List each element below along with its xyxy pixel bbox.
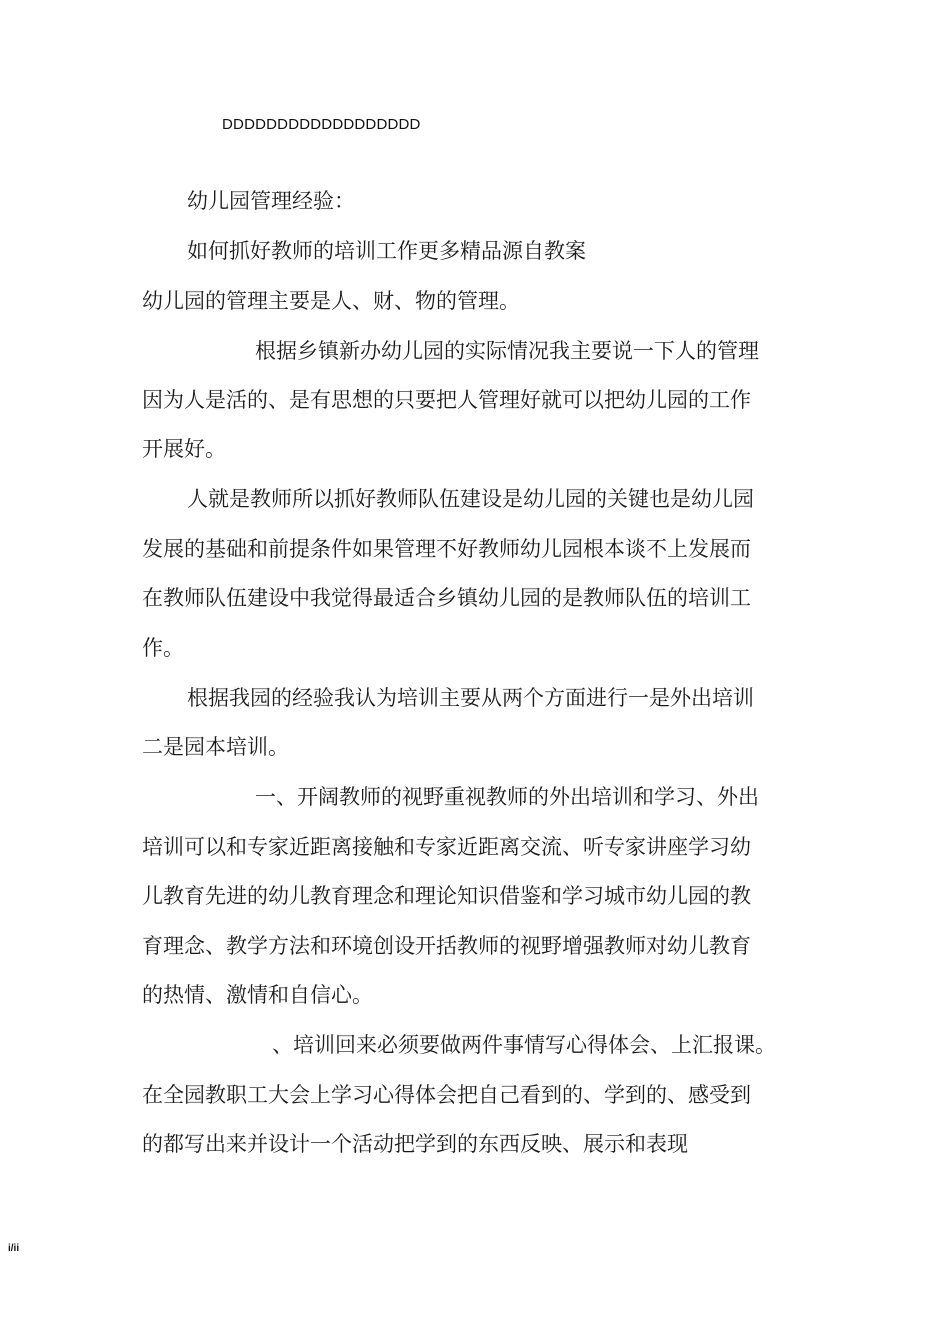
header-code: DDDDDDDDDDDDDDDDDD bbox=[222, 116, 421, 133]
doc-line-18: 、培训回来必须要做两件事情写心得体会、上汇报课。 bbox=[272, 1033, 776, 1057]
doc-line-5: 因为人是活的、是有思想的只要把人管理好就可以把幼儿园的工作 bbox=[142, 388, 751, 412]
doc-line-7: 人就是教师所以抓好教师队伍建设是幼儿园的关键也是幼儿园 bbox=[187, 487, 754, 511]
doc-line-6: 开展好。 bbox=[142, 437, 226, 461]
doc-line-16: 育理念、教学方法和环境创设开括教师的视野增强教师对幼儿教育 bbox=[142, 934, 751, 958]
doc-line-8: 发展的基础和前提条件如果管理不好教师幼儿园根本谈不上发展而 bbox=[142, 537, 751, 561]
doc-line-13: 一、开阔教师的视野重视教师的外出培训和学习、外出 bbox=[255, 785, 759, 809]
doc-line-19: 在全园教职工大会上学习心得体会把自己看到的、学到的、感受到 bbox=[142, 1083, 751, 1107]
doc-line-20: 的都写出来并设计一个活动把学到的东西反映、展示和表现 bbox=[142, 1132, 688, 1156]
doc-line-1: 幼儿园管理经验： bbox=[187, 189, 355, 213]
page-number: i/ii bbox=[8, 1243, 20, 1254]
doc-line-10: 作。 bbox=[142, 636, 184, 660]
doc-line-14: 培训可以和专家近距离接触和专家近距离交流、听专家讲座学习幼 bbox=[142, 835, 751, 859]
doc-line-2: 如何抓好教师的培训工作更多精品源自教案 bbox=[187, 239, 586, 263]
doc-line-3: 幼儿园的管理主要是人、财、物的管理。 bbox=[142, 289, 520, 313]
doc-line-12: 二是园本培训。 bbox=[142, 735, 289, 759]
doc-line-17: 的热情、激情和自信心。 bbox=[142, 983, 373, 1007]
doc-line-4: 根据乡镇新办幼儿园的实际情况我主要说一下人的管理 bbox=[255, 339, 759, 363]
doc-line-11: 根据我园的经验我认为培训主要从两个方面进行一是外出培训 bbox=[187, 686, 754, 710]
doc-line-9: 在教师队伍建设中我觉得最适合乡镇幼儿园的是教师队伍的培训工 bbox=[142, 586, 751, 610]
doc-line-15: 儿教育先进的幼儿教育理念和理论知识借鉴和学习城市幼儿园的教 bbox=[142, 884, 751, 908]
